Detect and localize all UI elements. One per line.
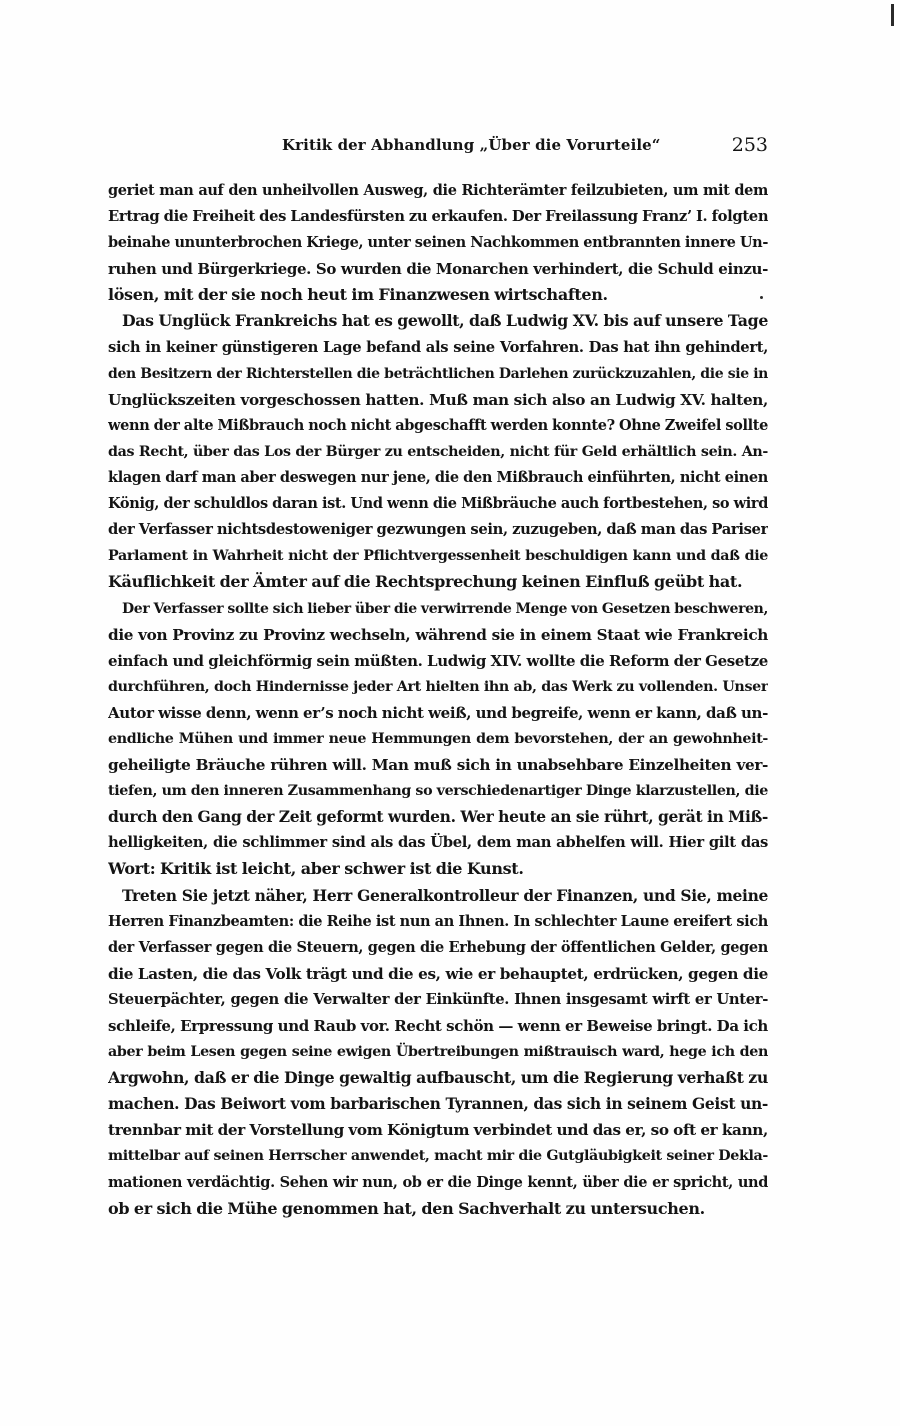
text-line: einfach und gleichförmig sein müßten. Ludwig XIV. wollte die Reform der Gesetze <box>108 651 768 670</box>
paragraph <box>108 178 768 308</box>
paragraph <box>108 596 768 883</box>
text-line: durchführen, doch Hindernisse jeder Art hielten ihn ab, das Werk zu vollenden. Unser <box>108 678 768 695</box>
text-line: Parlament in Wahrheit nicht der Pflichtvergessenheit beschuldigen kann und daß die <box>108 548 768 565</box>
text-line: Ertrag die Freiheit des Landesfürsten zu erkaufen. Der Freilassung Franz’ I. folgten <box>108 208 768 226</box>
text-line: Treten Sie jetzt näher, Herr Generalkontrolleur der Finanzen, und Sie, meine <box>122 885 768 905</box>
text-line: König, der schuldlos daran ist. Und wenn die Mißbräuche auch fortbestehen, so wird <box>108 495 768 513</box>
text-line: lösen, mit der sie noch heut im Finanzwesen wirtschaften. <box>108 285 608 305</box>
text-line: endliche Mühen und immer neue Hemmungen dem bevorstehen, der an gewohnheit- <box>108 730 768 747</box>
running-head <box>108 134 768 160</box>
text-line: mittelbar auf seinen Herrscher anwendet, macht mir die Gutgläubigkeit seiner Dekla- <box>108 1148 768 1165</box>
text-line: wenn der alte Mißbrauch noch nicht abgeschafft werden konnte? Ohne Zweifel sollte <box>108 416 768 434</box>
text-line: helligkeiten, die schlimmer sind als das Übel, dem man abhelfen will. Hier gilt das <box>108 834 768 852</box>
text-line: der Verfasser nichtsdestoweniger gezwungen sein, zuzugeben, daß man das Pariser <box>108 521 768 539</box>
text-line: durch den Gang der Zeit geformt wurden. Wer heute an sie rührt, gerät in Miß- <box>108 807 768 827</box>
text-line: tiefen, um den inneren Zusammenhang so verschiedenartiger Dinge klarzustellen, die <box>108 783 768 800</box>
text-line: Argwohn, daß er die Dinge gewaltig aufbauscht, um die Regierung verhaßt zu <box>108 1068 768 1088</box>
text-line: aber beim Lesen gegen seine ewigen Übertreibungen mißtrauisch ward, hege ich den <box>108 1044 768 1061</box>
text-line: ruhen und Bürgerkriege. So wurden die Monarchen verhindert, die Schuld einzu- <box>108 260 768 279</box>
text-line: Der Verfasser sollte sich lieber über die verwirrende Menge von Gesetzen beschweren, <box>122 600 768 617</box>
text-line: Herren Finanzbeamten: die Reihe ist nun an Ihnen. In schlechter Laune ereifert sich <box>108 912 768 930</box>
text-line: sich in keiner günstigeren Lage befand als seine Vorfahren. Das hat ihn gehindert, <box>108 338 768 356</box>
page-number: 253 <box>731 134 768 156</box>
text-line: Das Unglück Frankreichs hat es gewollt, daß Ludwig XV. bis auf unsere Tage <box>122 311 768 331</box>
text-line: trennbar mit der Vorstellung vom Königtum verbindet und das er, so oft er kann, <box>108 1121 768 1140</box>
text-line: mationen verdächtig. Sehen wir nun, ob er die Dinge kennt, über die er spricht, und <box>108 1173 768 1191</box>
text-line: schleife, Erpressung und Raub vor. Recht schön — wenn er Beweise bringt. Da ich <box>108 1017 768 1035</box>
text-line: die von Provinz zu Provinz wechseln, während sie in einem Staat wie Frankreich <box>108 625 768 644</box>
text-line: Autor wisse denn, wenn er’s noch nicht weiß, und begreife, wenn er kann, daß un- <box>108 703 768 722</box>
paragraph <box>108 308 768 595</box>
text-line: Käuflichkeit der Ämter auf die Rechtsprechung keinen Einfluß geübt hat. <box>108 572 743 592</box>
body-text <box>108 178 768 1222</box>
paragraph <box>108 883 768 1222</box>
text-line: der Verfasser gegen die Steuern, gegen die Erhebung der öffentlichen Gelder, gegen <box>108 938 768 956</box>
text-line: den Besitzern der Richterstellen die beträchtlichen Darlehen zurückzuzahlen, die sie in <box>108 365 768 382</box>
text-line: beinahe ununterbrochen Kriege, unter seinen Nachkommen entbrannten innere Un- <box>108 234 768 252</box>
text-line: die Lasten, die das Volk trägt und die es, wie er behauptet, erdrücken, gegen die <box>108 964 768 983</box>
text-line: machen. Das Beiwort vom barbarischen Tyrannen, das sich in seinem Geist un- <box>108 1094 768 1114</box>
text-line: klagen darf man aber deswegen nur jene, die den Mißbrauch einführten, nicht einen <box>108 469 768 487</box>
running-title: Kritik der Abhandlung „Über die Vorurteile“ <box>282 136 661 154</box>
page-edge-mark <box>891 4 894 26</box>
text-line: Wort: Kritik ist leicht, aber schwer ist die Kunst. <box>108 859 524 879</box>
text-line: ob er sich die Mühe genommen hat, den Sachverhalt zu untersuchen. <box>108 1198 705 1218</box>
text-line: das Recht, über das Los der Bürger zu entscheiden, nicht für Geld erhältlich sein. An- <box>108 443 768 460</box>
text-line: geriet man auf den unheilvollen Ausweg, die Richterämter feilzubieten, um mit dem <box>108 182 768 199</box>
text-line: Unglückszeiten vorgeschossen hatten. Muß man sich also an Ludwig XV. halten, <box>108 390 768 409</box>
text-line: geheiligte Bräuche rühren will. Man muß sich in unabsehbare Einzelheiten ver- <box>108 756 768 775</box>
text-line: Steuerpächter, gegen die Verwalter der Einkünfte. Ihnen insgesamt wirft er Unter- <box>108 990 768 1008</box>
